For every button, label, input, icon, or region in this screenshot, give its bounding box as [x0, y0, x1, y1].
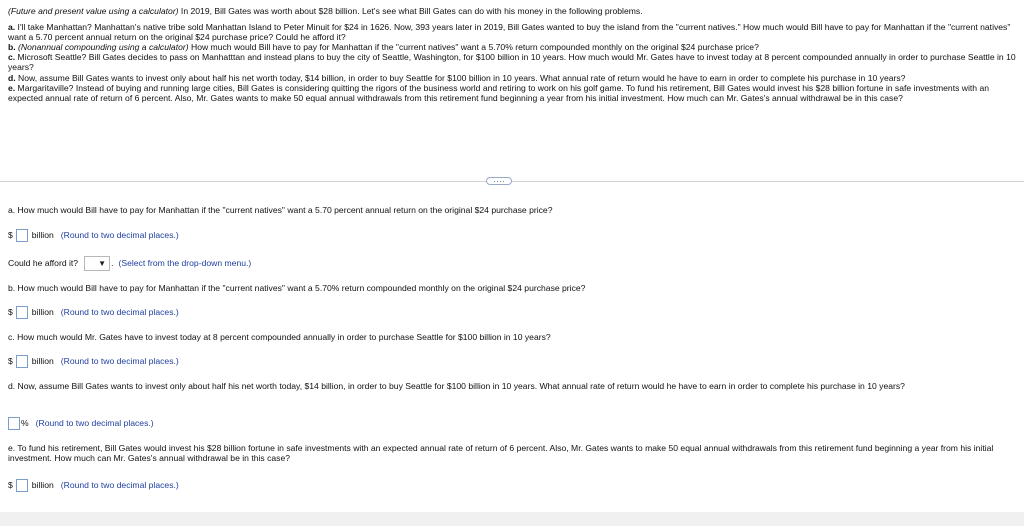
intro-text: In 2019, Bill Gates was worth about $28 billion. Let's see what Bill Gates can do with his money in the following problems.	[178, 6, 643, 16]
part-e-label: e.	[8, 82, 16, 93]
dollar-sign: $	[8, 480, 13, 490]
answer-e	[8, 478, 179, 492]
round-hint: (Round to two decimal places.)	[60, 307, 179, 317]
unit-label: billion	[31, 230, 54, 240]
question-a: a. How much would Bill have to pay for Manhattan if the "current natives" want a 5.70 percent annual return on the original $24 purchase price?	[8, 205, 553, 215]
expand-more-button[interactable]	[486, 177, 512, 185]
unit-label: billion	[31, 480, 54, 490]
select-hint: (Select from the drop-down menu.)	[118, 258, 252, 268]
dropdown-arrow-icon: ▼	[98, 258, 107, 268]
problem-part-b	[8, 42, 1016, 52]
part-e-text: Margaritaville? Instead of buying and running large cities, Bill Gates is considering quitting the rigors of the business world and retiring to work on his golf game. To fund his retirement, Bill Gates would invest his $28 billion fortune in safe investments with an expected annual rate of return of 6 percent. Also, Mr. Gates wants to make 50 equal annual withdrawals from this retirement fund beginning a year from his initial investment. How much can Mr. Gates's annual withdrawal be in this case?	[8, 82, 990, 103]
part-a-label: a.	[8, 22, 16, 33]
answer-e-input[interactable]	[16, 479, 28, 492]
round-hint: (Round to two decimal places.)	[60, 230, 179, 240]
round-hint: (Round to two decimal places.)	[60, 356, 179, 366]
answer-d-input[interactable]	[8, 417, 20, 430]
answer-d	[8, 416, 154, 430]
part-c-label: c.	[8, 52, 16, 63]
part-d-label: d.	[8, 72, 16, 83]
answer-a	[8, 228, 179, 242]
part-c-text: Microsoft Seattle? Bill Gates decides to pass on Manhatttan and instead plans to buy the city of Seattle, Washington, for $100 billion in 10 years. How much would Mr. Gates have to invest today at 8 percent compounded annually in order to purchase Seattle in 10 years?	[8, 52, 1016, 73]
round-hint: (Round to two decimal places.)	[35, 418, 154, 428]
part-b-topic: (Nonannual compounding using a calculator)	[18, 42, 189, 53]
round-hint: (Round to two decimal places.)	[60, 480, 179, 490]
afford-dropdown[interactable]	[84, 256, 110, 271]
answer-b-input[interactable]	[16, 306, 28, 319]
answer-b	[8, 305, 179, 319]
dollar-sign: $	[8, 307, 13, 317]
ellipsis-icon: ····	[493, 176, 505, 186]
period: .	[111, 258, 114, 268]
problem-statement	[8, 6, 1016, 103]
question-b: b. How much would Bill have to pay for Manhattan if the "current natives" want a 5.70% return compounded monthly on the original $24 purchase price?	[8, 283, 586, 293]
afford-question: Could he afford it?	[8, 258, 79, 268]
dollar-sign: $	[8, 356, 13, 366]
unit-label: billion	[31, 307, 54, 317]
problem-intro	[8, 6, 1016, 16]
answer-c	[8, 354, 179, 368]
intro-topic: (Future and present value using a calculator)	[8, 6, 179, 16]
problem-part-e	[8, 83, 1016, 103]
footer-bar	[0, 512, 1024, 526]
part-b-label: b.	[8, 42, 16, 53]
part-d-text: Now, assume Bill Gates wants to invest only about half his net worth today, $14 billion, in order to buy Seattle for $100 billion in 10 years. What annual rate of return would he have to earn in order to complete his purchase in 10 years?	[15, 72, 906, 83]
afford-row	[8, 255, 251, 271]
problem-part-a	[8, 22, 1016, 42]
problem-part-c	[8, 52, 1016, 72]
answer-c-input[interactable]	[16, 355, 28, 368]
unit-label: billion	[31, 356, 54, 366]
question-c: c. How much would Mr. Gates have to invest today at 8 percent compounded annually in order to purchase Seattle for $100 billion in 10 years?	[8, 332, 551, 342]
dollar-sign: $	[8, 230, 13, 240]
part-a-text: I'll take Manhattan? Manhattan's native tribe sold Manhattan Island to Peter Minuit for $24 in 1626. Now, 393 years later in 2019, Bill Gates wanted to buy the island from the "current natives." How much would Bill have to pay for Manhattan if the "current natives" want a 5.70 percent annual return on the original $24 purchase price? Could he afford it?	[8, 22, 1011, 43]
problem-part-d	[8, 73, 1016, 83]
part-b-text: How much would Bill have to pay for Manhattan if the "current natives" want a 5.70% return compounded monthly on the original $24 purchase price?	[188, 42, 759, 53]
answer-a-input[interactable]	[16, 229, 28, 242]
question-d: d. Now, assume Bill Gates wants to invest only about half his net worth today, $14 billion, in order to buy Seattle for $100 billion in 10 years. What annual rate of return would he have to earn in order to complete his purchase in 10 years?	[8, 381, 905, 391]
section-divider	[0, 181, 1024, 182]
question-e: e. To fund his retirement, Bill Gates would invest his $28 billion fortune in safe investments with an expected annual rate of return of 6 percent. Also, Mr. Gates wants to make 50 equal annual withdrawals from this retirement fund beginning a year from his initial investment. How much can Mr. Gates's annual withdrawal be in this case?	[8, 443, 994, 464]
percent-label: %	[21, 418, 29, 428]
